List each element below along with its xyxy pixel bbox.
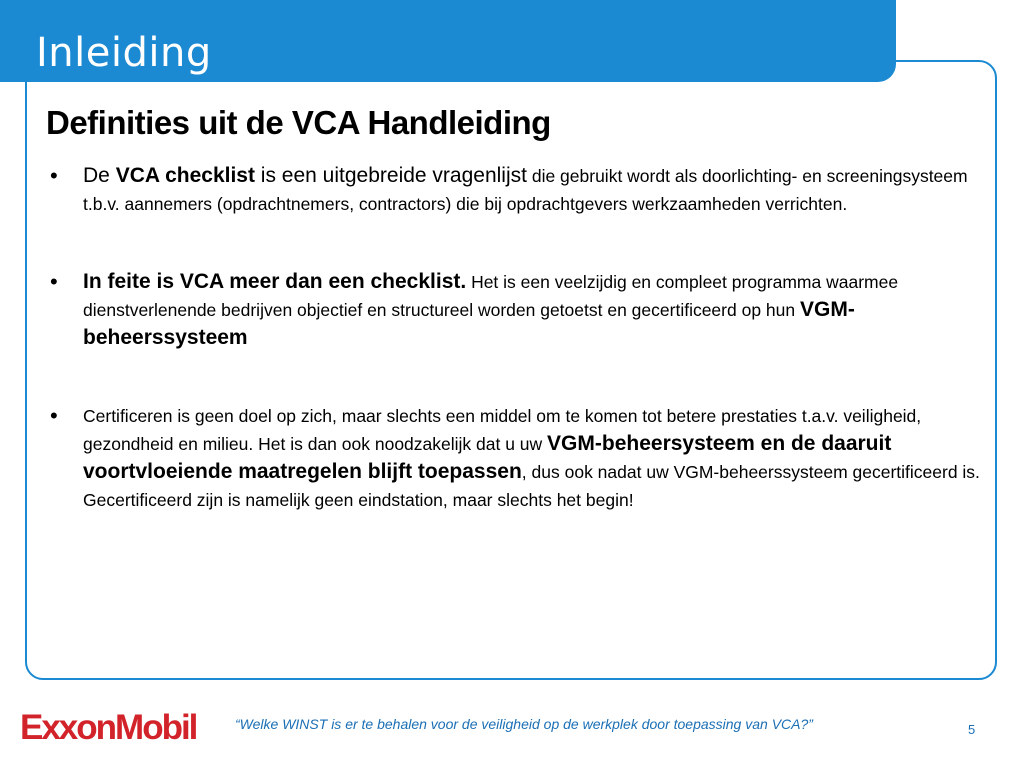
exxonmobil-logo: ExxonMobil [20, 708, 197, 747]
bullet-text: die gebruikt wordt als doorlichting- en screeningsysteem t.b.v. aannemers (opdrachtnemers, contractors) die bij opdrachtgevers werkzaamheden verrichten. [83, 166, 968, 214]
header-bar [0, 0, 896, 82]
bullet-text: Certificeren is geen doel op zich, maar slechts een middel om te komen tot betere prestaties t.a.v. veiligheid, gezondheid en milieu. Het is dan ook noodzakelijk dat u uw [83, 406, 922, 454]
bullet-text: is een uitgebreide vragenlijst [254, 164, 527, 187]
bullet-text-emphasis: VGM-beheersysteem en de daaruit voortvloeiende maatregelen blijft toepassen [83, 432, 892, 483]
bullet-dot-icon: • [50, 163, 58, 188]
bullet-list [50, 162, 1000, 514]
bullet-dot-icon: • [50, 269, 58, 294]
bullet-item [50, 268, 1000, 352]
bullet-text-emphasis: VCA checklist [115, 164, 255, 187]
footer-quote: “Welke WINST is er te behalen voor de veiligheid op de werkplek door toepassing van VCA?” [235, 716, 813, 732]
bullet-text: Het is een veelzijdig en compleet programma waarmee dienstverlenende bedrijven objectief en structureel worden getoetst en gecertificeerd op hun [83, 272, 899, 320]
page-number: 5 [968, 722, 976, 737]
bullet-item [50, 162, 1000, 218]
bullet-text: De [83, 164, 116, 187]
bullet-item [50, 402, 1000, 514]
bullet-text-emphasis: In feite is VCA meer dan een checklist. [83, 270, 467, 293]
slide-title: Inleiding [36, 30, 212, 76]
bullet-dot-icon: • [50, 403, 58, 428]
bullet-text: , dus ook nadat uw VGM-beheerssysteem gecertificeerd is. Gecertificeerd zijn is namelijk geen eindstation, maar slechts het begin! [83, 462, 980, 510]
slide-subtitle: Definities uit de VCA Handleiding [46, 104, 551, 141]
bullet-text-emphasis: VGM-beheerssysteem [83, 298, 855, 349]
